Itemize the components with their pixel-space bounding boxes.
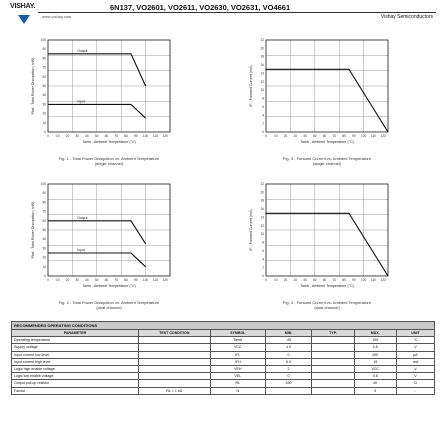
table-cell — [312, 373, 354, 380]
y-tick-label: 90 — [42, 191, 46, 196]
table-cell: Input current high level — [12, 358, 139, 365]
x-tick-label: 30 — [75, 134, 80, 138]
y-tick-label: 40 — [42, 93, 46, 98]
x-axis-label: Tamb - Ambient Temperature (°C) — [300, 140, 354, 144]
figure-3-subtitle: (single channel) — [312, 161, 342, 166]
figure-1-title: Fig. 1 - Total Power Dissipation vs. Ambient Temperature — [58, 156, 160, 161]
col-header: TYP. — [312, 330, 354, 337]
x-tick-label: 10 — [273, 278, 278, 282]
y-axis-label: Ptot - Total Power Dissipation (mW) — [31, 201, 35, 259]
y-tick-label: 0 — [262, 274, 264, 278]
chart-svg — [18, 178, 188, 298]
table-cell: Logic low enable voltage — [12, 373, 139, 380]
x-tick-label: 110 — [370, 278, 376, 282]
table-row — [12, 337, 435, 344]
x-tick-label: 20 — [65, 134, 70, 138]
y-tick-label: 10 — [42, 120, 46, 125]
y-tick-label: 10 — [260, 232, 264, 237]
table-cell: -40 — [265, 337, 312, 344]
table-cell: Ω — [396, 380, 434, 387]
figure-1-caption — [24, 156, 194, 166]
x-tick-label: 100 — [142, 134, 149, 138]
table-cell — [312, 380, 354, 387]
table-cell — [312, 358, 354, 365]
table-cell: Tamb — [210, 337, 265, 344]
figure-1-subtitle: (single channel) — [94, 161, 124, 166]
y-tick-label: 12 — [260, 79, 264, 84]
y-tick-label: 22 — [260, 182, 264, 186]
logo-text: VISHAY. — [10, 3, 36, 10]
y-tick-label: 70 — [42, 209, 46, 214]
x-tick-label: 50 — [95, 134, 99, 138]
col-header: UNIT — [396, 330, 434, 337]
chart-svg — [236, 178, 406, 298]
x-tick-label: 20 — [283, 278, 288, 282]
x-tick-label: 0 — [265, 134, 267, 138]
x-tick-label: 60 — [104, 278, 109, 282]
series-label: Output — [77, 215, 88, 220]
x-tick-label: 110 — [152, 278, 158, 282]
x-axis-label: Tamb - Ambient Temperature (°C) — [82, 140, 136, 144]
y-tick-label: 80 — [42, 56, 46, 61]
vishay-logo — [10, 3, 36, 27]
table-row — [12, 380, 435, 387]
x-tick-label: 80 — [124, 278, 128, 282]
x-tick-label: 60 — [322, 134, 327, 138]
y-tick-label: 8 — [262, 240, 264, 245]
x-tick-label: 70 — [114, 134, 119, 138]
table-cell: Fanout — [12, 387, 139, 394]
y-tick-label: 100 — [40, 182, 46, 186]
figure-1-chart — [18, 34, 188, 154]
y-tick-label: 0 — [44, 274, 46, 278]
table-cell: - — [396, 387, 434, 394]
y-tick-label: 16 — [260, 207, 264, 212]
table-cell: RL — [210, 380, 265, 387]
x-tick-label: 60 — [322, 278, 327, 282]
document-title: 6N137, VO2601, VO2611, VO2630, VO2631, VO4661 — [110, 3, 291, 12]
table-row — [12, 351, 435, 358]
x-tick-label: 40 — [85, 134, 89, 138]
y-axis-label: IF - Forward Current (mA) — [249, 65, 253, 107]
x-tick-label: 90 — [352, 134, 356, 138]
table-cell: 330 — [265, 380, 312, 387]
table-cell — [138, 380, 210, 387]
header-rule — [38, 12, 436, 13]
series-line — [266, 213, 388, 276]
y-tick-label: 20 — [260, 46, 264, 51]
y-tick-label: 16 — [260, 63, 264, 68]
y-tick-label: 50 — [42, 228, 46, 232]
figure-2-chart — [18, 178, 188, 298]
table-cell: 15 — [354, 358, 396, 365]
y-tick-label: 4 — [262, 257, 264, 262]
x-tick-label: 20 — [65, 278, 70, 282]
company-name: Vishay Semiconductors — [380, 14, 433, 20]
table-cell — [312, 344, 354, 351]
table-cell — [138, 344, 210, 351]
y-tick-label: 6 — [262, 248, 264, 253]
table-cell — [265, 387, 312, 394]
y-tick-label: 60 — [42, 74, 46, 79]
y-tick-label: 100 — [40, 38, 46, 42]
y-tick-label: 14 — [260, 215, 264, 220]
series-label: Input — [77, 99, 85, 104]
x-tick-label: 120 — [380, 278, 386, 282]
figure-4-subtitle: (dual channel) — [314, 305, 340, 310]
x-axis-label: Tamb - Ambient Temperature (°C) — [300, 284, 354, 288]
x-tick-label: 60 — [104, 134, 109, 138]
y-tick-label: 2 — [262, 265, 264, 270]
y-tick-label: 4 — [262, 113, 264, 118]
x-tick-label: 50 — [313, 278, 317, 282]
x-tick-label: 50 — [95, 278, 99, 282]
y-tick-label: 0 — [262, 130, 264, 134]
figure-3-chart — [236, 34, 406, 154]
y-tick-label: 2 — [262, 121, 264, 126]
x-tick-label: 110 — [370, 134, 376, 138]
chart-svg — [236, 34, 406, 154]
y-tick-label: 10 — [260, 88, 264, 93]
figure-3-title: Fig. 3 - Forward Current vs. Ambient Temperature — [283, 156, 371, 161]
y-tick-label: 40 — [42, 237, 46, 242]
table-cell: VCC — [354, 365, 396, 372]
table-cell — [138, 337, 210, 344]
table-cell — [312, 337, 354, 344]
table-cell: 0.8 — [354, 373, 396, 380]
col-header: SYMBOL — [210, 330, 265, 337]
y-tick-label: 30 — [42, 246, 46, 251]
y-tick-label: 20 — [42, 111, 46, 116]
page-header — [0, 0, 445, 30]
figure-2-caption — [24, 300, 194, 310]
figure-2-subtitle: (dual channel) — [96, 305, 122, 310]
x-tick-label: 70 — [332, 278, 337, 282]
table-cell: Output pull up resistor — [12, 380, 139, 387]
col-header: MAX. — [354, 330, 396, 337]
x-tick-label: 0 — [47, 134, 49, 138]
series-line — [266, 69, 388, 132]
table-cell: 4.5 — [265, 344, 312, 351]
y-tick-label: 18 — [260, 54, 264, 59]
y-tick-label: 22 — [260, 38, 264, 42]
x-tick-label: 90 — [134, 134, 138, 138]
y-axis-label: IF - Forward Current (mA) — [249, 209, 253, 251]
figure-4-title: Fig. 4 - Forward Current vs. Ambient Temperature — [283, 300, 371, 305]
x-tick-label: 50 — [313, 134, 317, 138]
table-cell: °C — [396, 337, 434, 344]
x-tick-label: 80 — [124, 134, 128, 138]
website-url[interactable]: www.vishay.com — [42, 14, 72, 19]
table-cell: IFH — [210, 358, 265, 365]
y-tick-label: 14 — [260, 71, 264, 76]
y-tick-label: 70 — [42, 65, 46, 70]
table-cell: 250 — [354, 351, 396, 358]
x-tick-label: 80 — [342, 278, 346, 282]
x-tick-label: 0 — [265, 278, 267, 282]
y-tick-label: 20 — [42, 255, 46, 260]
table-row — [12, 387, 435, 394]
table-cell: 0 — [265, 351, 312, 358]
table-cell: V — [396, 365, 434, 372]
x-tick-label: 90 — [134, 278, 138, 282]
figure-4-caption — [242, 300, 412, 310]
x-tick-label: 30 — [75, 278, 80, 282]
series-label: Output — [77, 48, 88, 53]
operating-conditions-table — [11, 321, 435, 395]
x-tick-label: 120 — [162, 134, 168, 138]
y-tick-label: 8 — [262, 96, 264, 101]
table-cell: Logic high enable voltage — [12, 365, 139, 372]
y-tick-label: 90 — [42, 47, 46, 52]
y-tick-label: 18 — [260, 198, 264, 203]
table-cell — [138, 358, 210, 365]
table-cell — [312, 387, 354, 394]
x-tick-label: 110 — [152, 134, 158, 138]
y-tick-label: 6 — [262, 104, 264, 109]
y-tick-label: 20 — [260, 190, 264, 195]
x-tick-label: 80 — [342, 134, 346, 138]
table-cell: VEL — [210, 373, 265, 380]
table-cell: Input current low level — [12, 351, 139, 358]
x-tick-label: 20 — [283, 134, 288, 138]
figure-4-chart — [236, 178, 406, 298]
col-header: PARAMETER — [12, 330, 139, 337]
table-header-row — [12, 330, 435, 337]
logo-triangle-icon — [18, 15, 30, 24]
table-row — [12, 358, 435, 365]
table-row — [12, 365, 435, 372]
table-cell: 6.3 — [265, 358, 312, 365]
x-tick-label: 30 — [293, 134, 298, 138]
table-cell: 5.5 — [354, 344, 396, 351]
x-axis-label: Tamb - Ambient Temperature (°C) — [82, 284, 136, 288]
figure-3-caption — [242, 156, 412, 166]
x-tick-label: 70 — [332, 134, 337, 138]
x-tick-label: 120 — [162, 278, 168, 282]
x-tick-label: 40 — [85, 278, 89, 282]
y-tick-label: 50 — [42, 84, 46, 88]
table-row — [12, 373, 435, 380]
table-cell: Supply voltage — [12, 344, 139, 351]
x-tick-label: 0 — [47, 278, 49, 282]
table-cell: RL = 1 kΩ — [138, 387, 210, 394]
x-tick-label: 40 — [303, 134, 307, 138]
table-cell — [138, 365, 210, 372]
y-tick-label: 0 — [44, 130, 46, 134]
table-cell: 2 — [265, 365, 312, 372]
col-header: TEST CONDITION — [138, 330, 210, 337]
x-tick-label: 100 — [360, 134, 367, 138]
table-cell: 5 — [354, 387, 396, 394]
y-tick-label: 60 — [42, 218, 46, 223]
table-cell: Operating temperature — [12, 337, 139, 344]
figure-2-title: Fig. 2 - Total Power Dissipation vs. Ambient Temperature — [58, 300, 160, 305]
chart-svg — [18, 34, 188, 154]
table-cell: V — [396, 373, 434, 380]
table-cell: VCC — [210, 344, 265, 351]
table-cell: 0 — [265, 373, 312, 380]
table-cell: µA — [396, 351, 434, 358]
table-cell — [312, 351, 354, 358]
table-cell: 4K — [354, 380, 396, 387]
table-cell: VEH — [210, 365, 265, 372]
table-cell — [138, 373, 210, 380]
x-tick-label: 10 — [55, 134, 60, 138]
table-cell: N — [210, 387, 265, 394]
table-cell: IFL — [210, 351, 265, 358]
table-cell: V — [396, 344, 434, 351]
col-header: MIN. — [265, 330, 312, 337]
table-cell: mA — [396, 358, 434, 365]
x-tick-label: 100 — [142, 278, 149, 282]
series-label: Input — [77, 248, 85, 252]
y-tick-label: 30 — [42, 102, 46, 107]
x-tick-label: 10 — [55, 278, 60, 282]
y-tick-label: 80 — [42, 200, 46, 205]
x-tick-label: 40 — [303, 278, 307, 282]
x-tick-label: 120 — [380, 134, 386, 138]
x-tick-label: 30 — [293, 278, 298, 282]
y-axis-label: Ptot - Total Power Dissipation (mW) — [31, 57, 35, 115]
x-tick-label: 100 — [360, 278, 367, 282]
y-tick-label: 10 — [42, 264, 46, 269]
table-cell: 100 — [354, 337, 396, 344]
table-cell — [138, 351, 210, 358]
table-cell — [312, 365, 354, 372]
x-tick-label: 10 — [273, 134, 278, 138]
x-tick-label: 90 — [352, 278, 356, 282]
x-tick-label: 70 — [114, 278, 119, 282]
y-tick-label: 12 — [260, 223, 264, 228]
table-row — [12, 344, 435, 351]
table-title: RECOMMENDED OPERATING CONDITIONS — [12, 322, 435, 330]
